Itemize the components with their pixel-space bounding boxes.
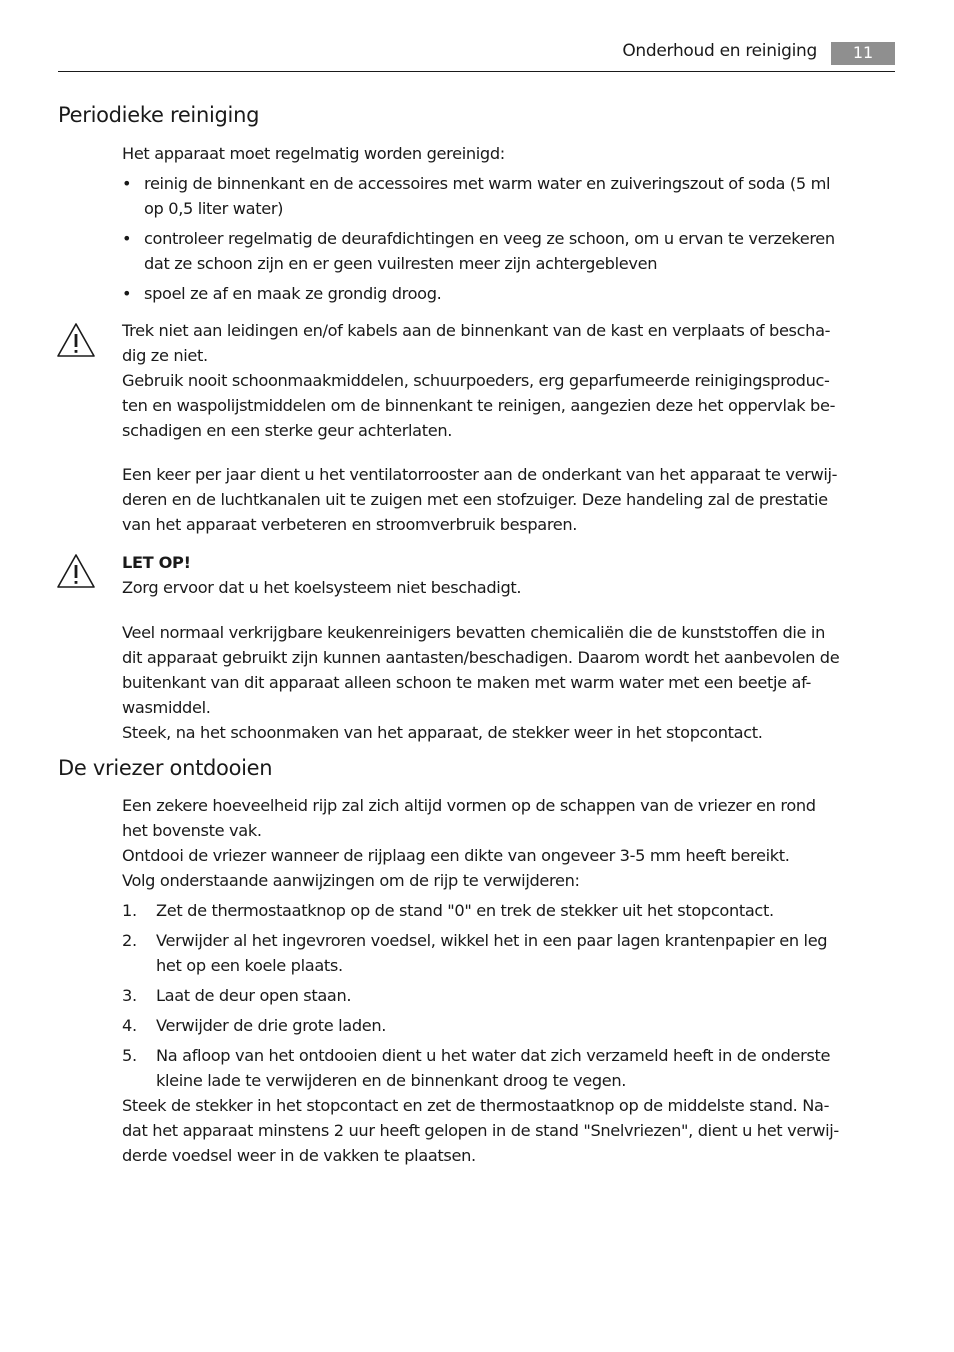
warning-line: Trek niet aan leidingen en/of kabels aan de binnenkant van de kast en verplaats of bescha- xyxy=(122,321,831,340)
ventilation-paragraph xyxy=(122,462,897,537)
warning-triangle-icon xyxy=(56,553,96,589)
paragraph-line: derde voedsel weer in de vakken te plaatsen. xyxy=(122,1146,476,1165)
paragraph-line: van het apparaat verbeteren en stroomverbruik besparen. xyxy=(122,515,578,534)
list-item-line: op 0,5 liter water) xyxy=(144,199,284,218)
defrost-closing xyxy=(122,1093,897,1168)
paragraph-line: het bovenste vak. xyxy=(122,821,262,840)
list-item-line: Na afloop van het ontdooien dient u het water dat zich verzameld heeft in de onderste xyxy=(156,1046,831,1065)
cleaners-paragraph xyxy=(122,620,897,745)
list-item-line: Laat de deur open staan. xyxy=(156,986,352,1005)
list-item-line: reinig de binnenkant en de accessoires met warm water en zuiveringszout of soda (5 ml xyxy=(144,174,831,193)
list-item-line: Verwijder de drie grote laden. xyxy=(156,1016,387,1035)
list-item-line: het op een koele plaats. xyxy=(156,956,343,975)
section-heading-defrost: De vriezer ontdooien xyxy=(58,756,273,780)
caution-text: Zorg ervoor dat u het koelsysteem niet beschadigt. xyxy=(122,578,522,597)
paragraph-line: buitenkant van dit apparaat alleen schoon te maken met warm water met een beetje af- xyxy=(122,673,812,692)
paragraph-line: dit apparaat gebruikt zijn kunnen aantasten/beschadigen. Daarom wordt het aanbevolen de xyxy=(122,648,840,667)
list-item-line: Zet de thermostaatknop op de stand "0" en trek de stekker uit het stopcontact. xyxy=(156,901,774,920)
warning-line: schadigen en een sterke geur achterlaten. xyxy=(122,421,453,440)
list-item-line: controleer regelmatig de deurafdichtingen en veeg ze schoon, om u ervan te verzekeren xyxy=(144,229,835,248)
defrost-intro xyxy=(122,793,897,893)
section-heading-periodic-cleaning: Periodieke reiniging xyxy=(58,103,260,127)
caution-block xyxy=(122,550,897,600)
list-item-line: dat ze schoon zijn en er geen vuilresten meer zijn achtergebleven xyxy=(144,254,658,273)
step-number: 1. xyxy=(122,901,137,920)
paragraph-line: Steek de stekker in het stopcontact en zet de thermostaatknop op de middelste stand. Na- xyxy=(122,1096,830,1115)
step-number: 3. xyxy=(122,986,137,1005)
paragraph-line: dat het apparaat minstens 2 uur heeft gelopen in de stand "Snelvriezen", dient u het verwij- xyxy=(122,1121,839,1140)
page-number: 11 xyxy=(831,42,895,65)
list-item-line: kleine lade te verwijderen en de binnenkant droog te vegen. xyxy=(156,1071,627,1090)
header-title: Onderhoud en reiniging xyxy=(622,41,817,61)
paragraph-line: Steek, na het schoonmaken van het apparaat, de stekker weer in het stopcontact. xyxy=(122,723,763,742)
warning-text xyxy=(122,318,897,443)
paragraph-line: Een keer per jaar dient u het ventilatorrooster aan de onderkant van het apparaat te verwij- xyxy=(122,465,838,484)
step-number: 4. xyxy=(122,1016,137,1035)
step-number: 5. xyxy=(122,1046,137,1065)
page-header xyxy=(58,38,895,72)
bullet-marker: • xyxy=(122,174,132,193)
bullet-marker: • xyxy=(122,284,132,303)
caution-title: LET OP! xyxy=(122,553,191,572)
intro-text: Het apparaat moet regelmatig worden gereinigd: xyxy=(122,144,505,163)
paragraph-line: wasmiddel. xyxy=(122,698,211,717)
warning-triangle-icon xyxy=(56,322,96,358)
warning-line: dig ze niet. xyxy=(122,346,208,365)
paragraph-line: Een zekere hoeveelheid rijp zal zich altijd vormen op de schappen van de vriezer en rond xyxy=(122,796,816,815)
bullet-marker: • xyxy=(122,229,132,248)
warning-line: Gebruik nooit schoonmaakmiddelen, schuurpoeders, erg geparfumeerde reinigingsproduc- xyxy=(122,371,830,390)
paragraph-line: Ontdooi de vriezer wanneer de rijplaag een dikte van ongeveer 3-5 mm heeft bereikt. xyxy=(122,846,790,865)
paragraph-line: deren en de luchtkanalen uit te zuigen met een stofzuiger. Deze handeling zal de prestatie xyxy=(122,490,828,509)
step-number: 2. xyxy=(122,931,137,950)
warning-line: ten en waspolijstmiddelen om de binnenkant te reinigen, aangezien deze het oppervlak be- xyxy=(122,396,836,415)
paragraph-line: Veel normaal verkrijgbare keukenreinigers bevatten chemicaliën die de kunststoffen die in xyxy=(122,623,825,642)
list-item-line: Verwijder al het ingevroren voedsel, wikkel het in een paar lagen krantenpapier en leg xyxy=(156,931,828,950)
paragraph-line: Volg onderstaande aanwijzingen om de rijp te verwijderen: xyxy=(122,871,580,890)
list-item-line: spoel ze af en maak ze grondig droog. xyxy=(144,284,442,303)
